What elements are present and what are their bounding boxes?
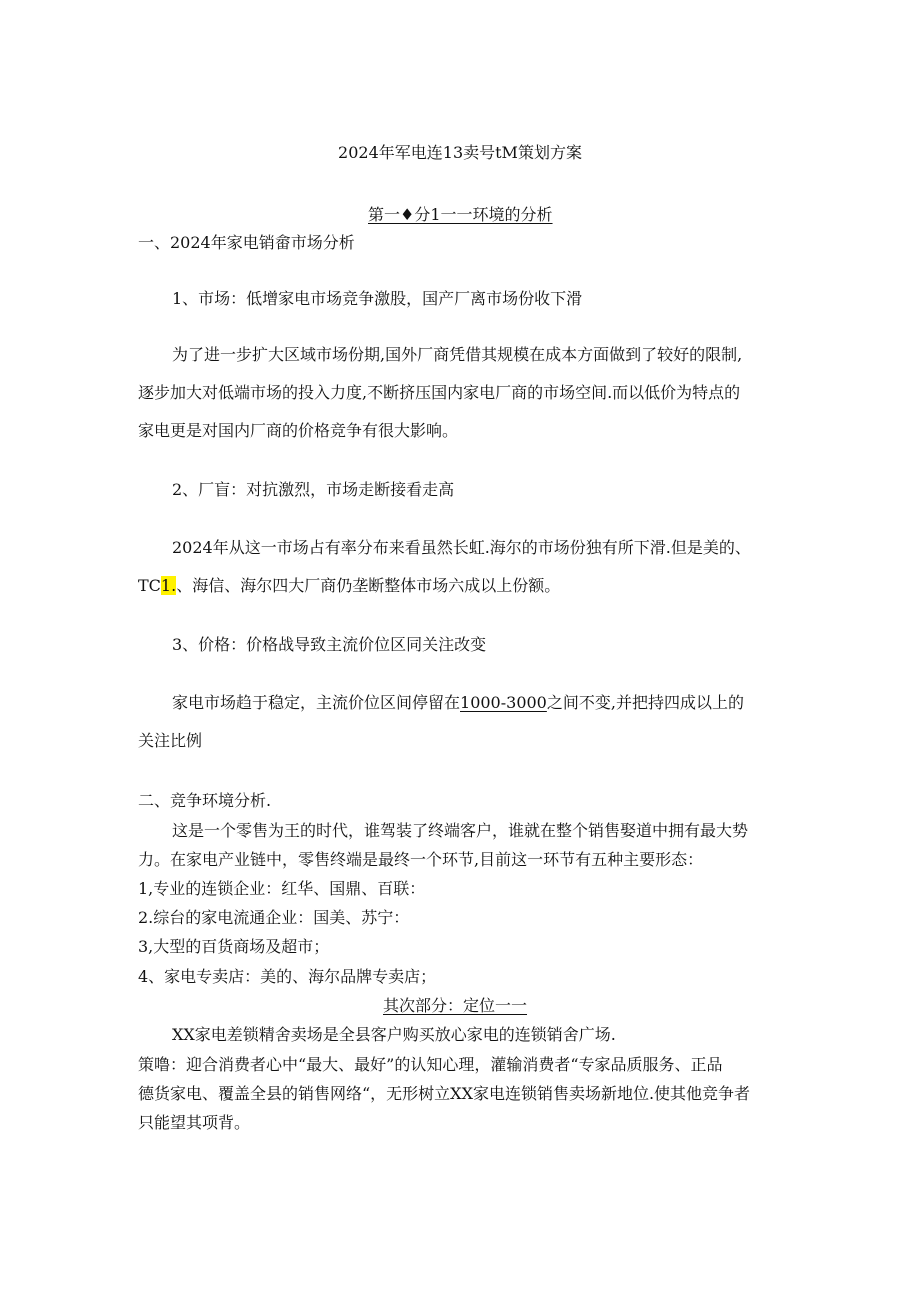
section2-heading: 二、竞争环境分析. bbox=[138, 791, 272, 810]
list-item: 1,专业的连锁企业：红华、国鼎、百联： bbox=[138, 879, 426, 898]
text-segment: 、海信、海尔四大厂商仍垄断整体市场六成以上份额。 bbox=[176, 576, 561, 595]
paragraph-line: 这是一个零售为王的时代，谁驾装了终端客户，谁就在整个销售娶道中拥有最大势 bbox=[172, 821, 749, 840]
paragraph-line: 逐步加大对低端市场的投入力度,不断挤压国内家电厂商的市场空间.而以低价为特点的 bbox=[138, 383, 741, 402]
highlighted-text: 1. bbox=[160, 576, 177, 595]
underlined-text: 1000-3000 bbox=[460, 693, 547, 712]
text-segment: TC bbox=[138, 576, 161, 595]
paragraph-line: 关注比例 bbox=[138, 731, 203, 750]
paragraph-line: 策噜：迎合消费者心中“最大、最好”的认知心理，灌输消费者“专家品质服务、正品 bbox=[138, 1055, 723, 1074]
section1-heading: 一、2024年家电销畲市场分析 bbox=[138, 233, 355, 252]
paragraph-line: 德货家电、覆盖全县的销售网络“，无形树立XX家电连锁销售卖场新地位.使其他竞争者 bbox=[138, 1084, 751, 1103]
s1-item1-heading: 1、市场：低增家电市场竞争激股，国产厂离市场份收下滑 bbox=[172, 289, 583, 308]
text-segment: 家电市场趋于稳定，主流价位区间停留在 bbox=[172, 693, 461, 712]
text-segment: 之间不变,并把持四成以上的 bbox=[546, 693, 744, 712]
paragraph-line: 2024年从这一市场占有率分布来看虽然长虹.海尔的市场份独有所下滑.但是美的、 bbox=[172, 538, 751, 557]
paragraph-line: 为了进一步扩大区域市场份期,国外厂商凭借其规模在成本方面做到了较好的限制, bbox=[172, 345, 743, 364]
list-item: 2.综台的家电流通企业：国美、苏宁： bbox=[138, 908, 410, 927]
paragraph-line bbox=[138, 575, 560, 597]
list-item: 3,大型的百货商场及超市； bbox=[138, 937, 330, 956]
paragraph-line bbox=[172, 692, 744, 714]
part1-heading bbox=[368, 204, 553, 226]
s1-item2-heading: 2、厂盲：对抗激烈，市场走断接看走高 bbox=[172, 480, 455, 499]
part2-heading bbox=[383, 995, 527, 1017]
list-item: 4、家电专卖店：美的、海尔品牌专卖店； bbox=[138, 967, 437, 986]
paragraph-line: 只能望其项背。 bbox=[138, 1113, 251, 1132]
part2-heading-text: 其次部分：定位一一 bbox=[383, 996, 528, 1015]
paragraph-line: 家电更是对国内厂商的价格竞争有很大影响。 bbox=[138, 421, 459, 440]
s1-item3-heading: 3、价格：价格战导致主流价位区同关注改变 bbox=[172, 635, 487, 654]
part1-heading-text: 第一♦分1一一环境的分析 bbox=[368, 205, 553, 224]
paragraph-line: XX家电差锁精舍卖场是全县客户购买放心家电的连锁销舍广场. bbox=[172, 1025, 616, 1044]
document-title: 2024年军电连13卖号tM策划方案 bbox=[338, 143, 582, 162]
paragraph-line: 力。在家电产业链中，零售终端是最终一个环节,目前这一环节有五种主要形态： bbox=[138, 850, 704, 869]
